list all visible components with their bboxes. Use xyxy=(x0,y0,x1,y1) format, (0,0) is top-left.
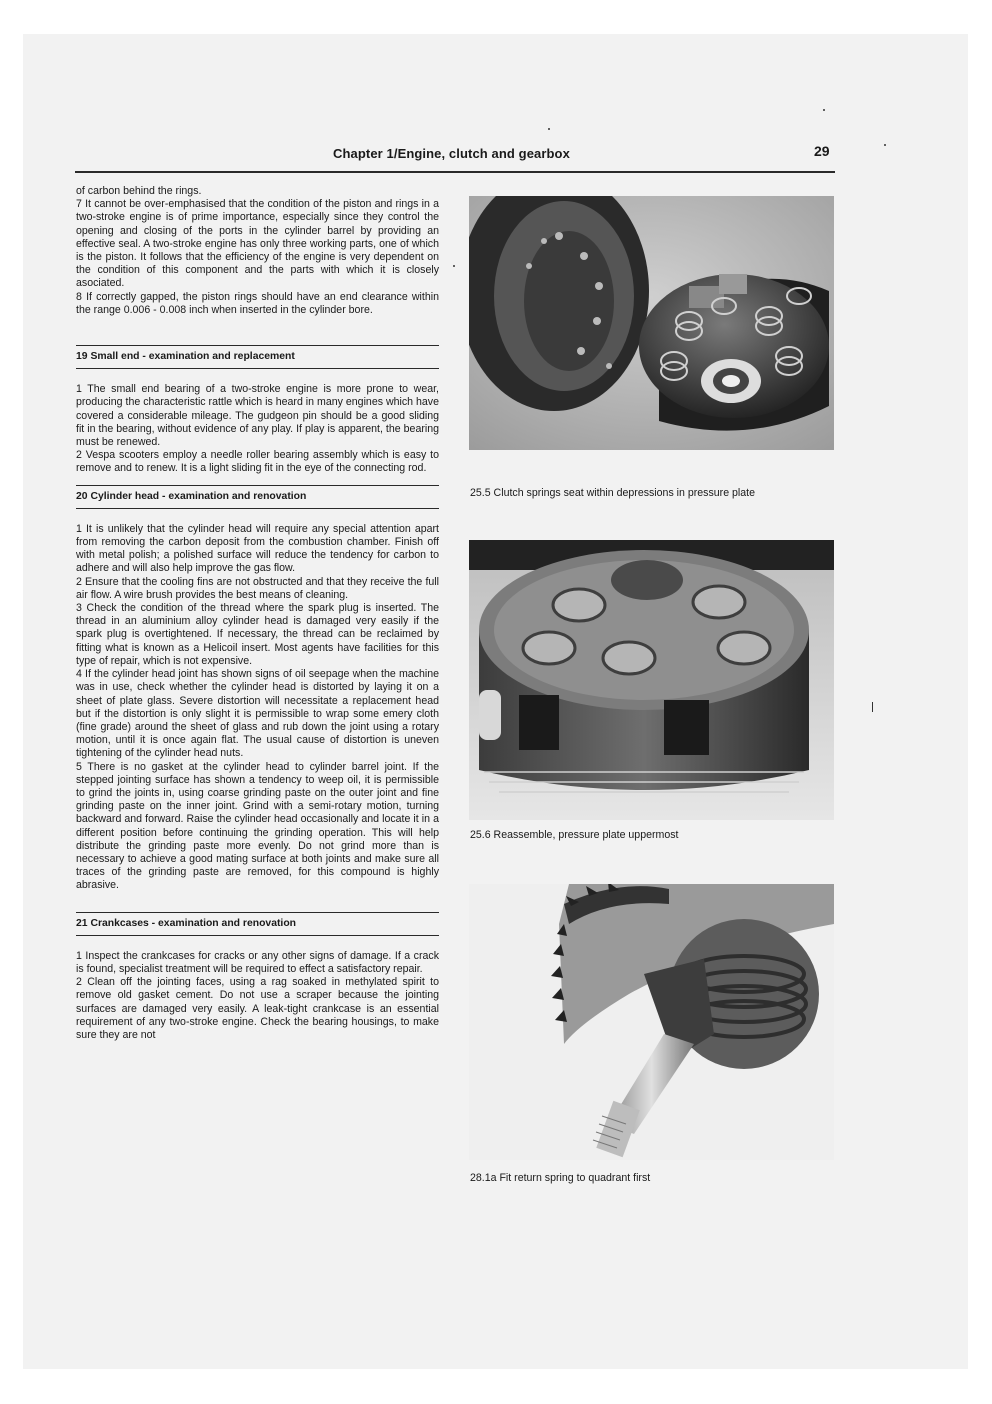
scan-speck xyxy=(884,144,886,146)
section-heading-20: 20 Cylinder head - examination and renovation xyxy=(76,485,439,509)
photo-clutch-springs xyxy=(469,196,834,450)
paragraph: 3 Check the condition of the thread where the spark plug is inserted. The thread in an aluminium alloy cylinder head is damaged very easily if the spark plug is overtightened. If necessary, the thread can be reclaimed by fitting what is known as a Helicoil insert. Most agents have facilities for this type of repair, which is not expensive. xyxy=(76,602,439,667)
paragraph: 2 Ensure that the cooling fins are not obstructed and that they receive the full air flow. A wire brush provides the best means of cleaning. xyxy=(76,575,439,601)
scan-speck xyxy=(823,109,825,111)
header-rule xyxy=(75,171,835,173)
paragraph: 8 If correctly gapped, the piston rings should have an end clearance within the range 0.006 - 0.008 inch when inserted in the cylinder bore. xyxy=(76,290,439,316)
paragraph: of carbon behind the rings. xyxy=(76,185,202,197)
paragraph: 7 It cannot be over-emphasised that the condition of the piston and rings in a two-stroke engine is of prime importance, especially since they control the opening and closing of the ports in the cylinder barrel by providing an effective seal. A two-stroke engine has only three working parts, one of which is the piston. It follows that the efficiency of the engine is very dependent on the condition of this component and the parts with which it is closely asociated. xyxy=(76,198,439,290)
paragraph: 1 The small end bearing of a two-stroke engine is more prone to wear, producing the characteristic rattle which is heard in many engines which have covered a considerable mileage. The gudgeon pin should be a good sliding fit in the bearing, without evidence of any play. If play is apparent, the bearing must be renewed. xyxy=(76,383,439,449)
left-text-column xyxy=(76,185,439,1042)
figure-caption: 25.6 Reassemble, pressure plate uppermost xyxy=(470,829,679,841)
scan-speck xyxy=(872,702,873,712)
section-heading-19: 19 Small end - examination and replacement xyxy=(76,345,439,369)
figure-caption: 28.1a Fit return spring to quadrant first xyxy=(470,1172,651,1184)
photo-clutch-assembly xyxy=(469,540,834,820)
paragraph: 1 Inspect the crankcases for cracks or any other signs of damage. If a crack is found, specialist treatment will be required to effect a satisfactory repair. xyxy=(76,949,439,975)
paragraph: 2 Clean off the jointing faces, using a rag soaked in methylated spirit to remove old gasket cement. Do not use a scraper because the jointing surfaces are damaged very easily. A leak-tight crankcase is an essential requirement of any two-stroke engine. Check the bearing housings, to make sure they are not xyxy=(76,976,439,1041)
page-number: 29 xyxy=(814,143,830,159)
paragraph: 1 It is unlikely that the cylinder head will require any special attention apart from removing the carbon deposit from the combustion chamber. Finish off with metal polish; a polished surface will reduce the tendency for carbon to adhere and will also help improve the gas flow. xyxy=(76,522,439,575)
paragraph: 4 If the cylinder head joint has shown signs of oil seepage when the machine was in use, check whether the cylinder head is distorted by laying it on a sheet of plate glass. Severe distortion will necessitate a replacement head but if the distortion is only slight it is permissible to wrap some emery cloth (fine grade) around the sheet of glass and rub down the joint using a rotary motion, until it is once again flat. The usual cause of distortion is uneven tightening of the cylinder head nuts. xyxy=(76,668,439,760)
scan-speck xyxy=(548,128,550,130)
paragraph: 5 There is no gasket at the cylinder head to cylinder barrel joint. If the stepped jointing surface has shown a tendency to weep oil, it is permissible to grind the joints in, using coarse grinding paste on the outer joint and fine grinding paste on the inner joint. Grind with a semi-rotary motion, turning backward and forward. Raise the cylinder head occasionally and locate it in a different position before continuing the grinding operation. This will help distribute the grinding paste more evenly. Do not grind more than is necessary to achieve a good mating surface at both joints and make sure all traces of the grinding paste are removed, for this compound is highly abrasive. xyxy=(76,760,439,892)
scan-speck xyxy=(453,265,455,267)
chapter-title: Chapter 1/Engine, clutch and gearbox xyxy=(333,146,570,161)
section-heading-21: 21 Crankcases - examination and renovation xyxy=(76,912,439,936)
paragraph: 2 Vespa scooters employ a needle roller bearing assembly which is easy to remove and to renew. It is a light sliding fit in the eye of the connecting rod. xyxy=(76,449,439,475)
figure-caption: 25.5 Clutch springs seat within depressions in pressure plate xyxy=(470,487,756,499)
photo-gear-quadrant xyxy=(469,884,834,1160)
